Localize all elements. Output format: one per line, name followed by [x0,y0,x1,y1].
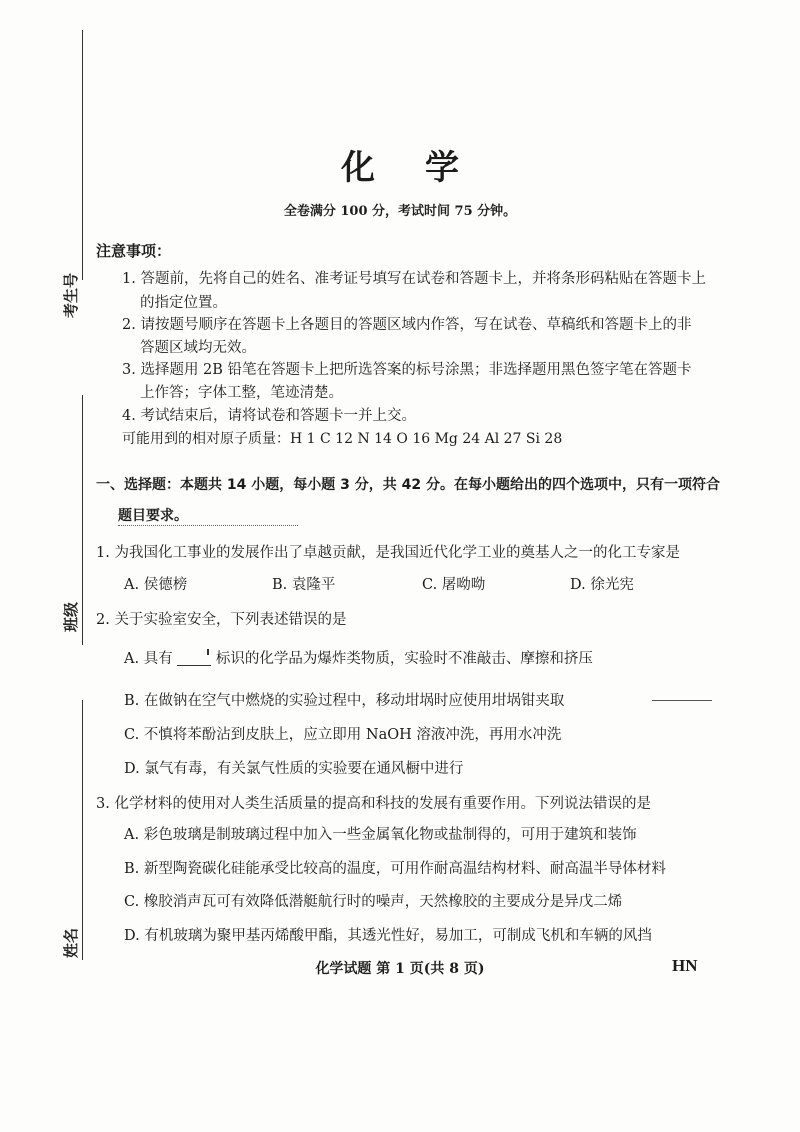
scan-mark [652,700,712,701]
notice-item: 1. 答题前，先将自己的姓名、准考证号填写在试卷和答题卡上，并将条形码粘贴在答题卡上 [122,271,706,287]
notice-item: 上作答；字体工整，笔迹清楚。 [140,385,343,401]
notice-item: 2. 请按题号顺序在答题卡上各题目的答题区域内作答，写在试卷、草稿纸和答题卡上的非 [122,317,692,333]
question-3-option-c: C. 橡胶消声瓦可有效降低潜艇航行时的噪声，天然橡胶的主要成分是异戊二烯 [124,894,623,910]
page-title: 化学 [341,148,509,188]
section-heading-cont: 题目要求。 [118,505,298,526]
option-a-suffix: 标识的化学品为爆炸类物质，实验时不准敲击、摩擦和挤压 [215,651,593,667]
question-2-stem: 2. 关于实验室安全，下列表述错误的是 [96,612,347,628]
explosive-hazard-icon [177,653,211,666]
question-1-option-a: A. 侯德榜 [124,577,188,593]
page-footer: 化学试题 第 1 页(共 8 页) [315,961,485,977]
class-label: 班级 [62,601,80,632]
exam-subtitle: 全卷满分 100 分，考试时间 75 分钟。 [283,204,517,219]
region-code: HN [672,956,698,975]
question-2-option-d: D. 氯气有毒，有关氯气性质的实验要在通风橱中进行 [124,761,464,777]
name-label: 姓名 [62,927,80,958]
question-1-stem: 1. 为我国化工事业的发展作出了卓越贡献，是我国近代化学工业的奠基人之一的化工专家是 [96,545,680,561]
notice-item: 4. 考试结束后，请将试卷和答题卡一并上交。 [122,408,416,424]
question-3-option-a: A. 彩色玻璃是制玻璃过程中加入一些金属氧化物或盐制得的，可用于建筑和装饰 [124,827,637,843]
question-3-option-b: B. 新型陶瓷碳化硅能承受比较高的温度，可用作耐高温结构材料、耐高温半导体材料 [124,861,666,877]
question-3-option-d: D. 有机玻璃为聚甲基丙烯酸甲酯，其透光性好，易加工，可制成飞机和车辆的风挡 [124,928,652,944]
notice-item: 的指定位置。 [140,295,227,311]
exam-number-label: 考生号 [62,272,80,318]
option-a-prefix: A. 具有 [124,651,173,667]
question-3-stem: 3. 化学材料的使用对人类生活质量的提高和科技的发展有重要作用。下列说法错误的是 [96,796,651,812]
section-heading: 一、选择题：本题共 14 小题，每小题 3 分，共 42 分。在每小题给出的四个选项中，只有一项符合 [96,477,720,493]
question-2-option-a [124,647,593,668]
question-1-option-b: B. 袁隆平 [272,577,336,593]
notice-item: 3. 选择题用 2B 铅笔在答题卡上把所选答案的标号涂黑；非选择题用黑色签字笔在答题卡 [122,362,692,378]
question-1-option-d: D. 徐光宪 [570,577,634,593]
binding-line-middle [82,395,83,645]
binding-line-bottom [82,700,83,960]
notice-item: 答题区域均无效。 [140,340,256,356]
question-1-option-c: C. 屠呦呦 [422,577,486,593]
question-2-option-c: C. 不慎将苯酚沾到皮肤上，应立即用 NaOH 溶液冲洗，再用水冲洗 [124,727,562,743]
notice-heading: 注意事项： [96,242,172,260]
question-2-option-b: B. 在做钠在空气中燃烧的实验过程中，移动坩埚时应使用坩埚钳夹取 [124,693,565,709]
atomic-masses: 可能用到的相对原子质量：H 1 C 12 N 14 O 16 Mg 24 Al 27 Si 28 [122,431,563,447]
